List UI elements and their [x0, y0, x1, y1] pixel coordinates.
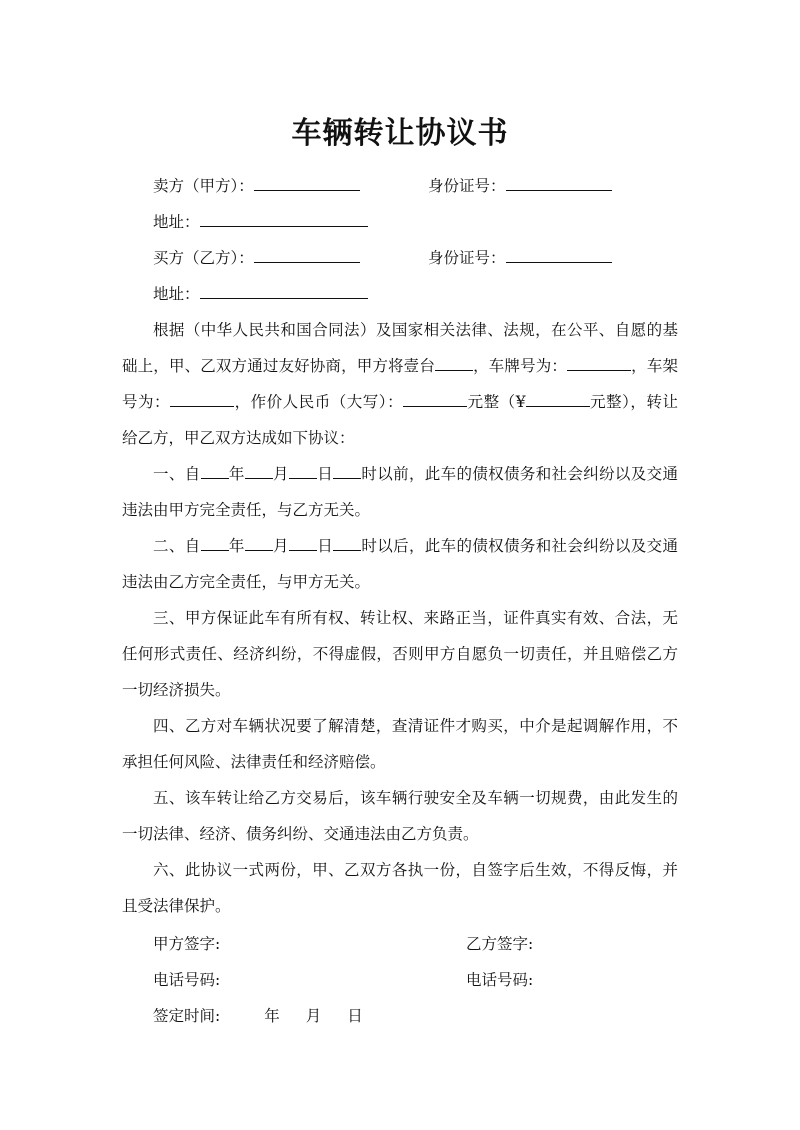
buyer-address-label: 地址： — [153, 285, 200, 303]
clause-2-hour-blank — [333, 535, 361, 551]
buyer-name-blank — [254, 248, 360, 263]
buyer-address-blank — [200, 284, 368, 299]
buyer-name-row — [153, 248, 360, 268]
party-a-phone: 电话号码: — [153, 971, 221, 989]
clause-1-day: 日 — [316, 465, 334, 483]
party-b-signature: 乙方签字: — [466, 935, 534, 953]
intro-text-4: ，作价人民币（大写）： — [234, 393, 404, 411]
vehicle-blank — [435, 355, 473, 371]
seller-name-row — [153, 176, 360, 196]
document-title: 车辆转让协议书 — [291, 116, 509, 151]
clause-3: 三、甲方保证此车有所有权、转让权、来路正当，证件真实有效、合法，无任何形式责任、经济纠纷，不得虚假，否则甲方自愿负一切责任，并且赔偿乙方一切经济损失。 — [122, 609, 678, 699]
clause-2-day: 日 — [316, 537, 334, 555]
clause-2-month-blank — [245, 535, 273, 551]
clause-1-start: 一、自 — [153, 465, 201, 483]
clause-1-year: 年 — [228, 465, 245, 483]
intro-text-2: ，车牌号为： — [472, 357, 568, 375]
buyer-address-row — [153, 284, 368, 304]
buyer-id-row — [428, 248, 612, 268]
clause-2-month: 月 — [272, 537, 289, 555]
buyer-id-label: 身份证号： — [428, 249, 506, 267]
clause-4: 四、乙方对车辆状况要了解清楚，查清证件才购买，中介是起调解作用，不承担任何风险、法律责任和经济赔偿。 — [122, 717, 678, 771]
clause-6: 六、此协议一式两份，甲、乙双方各执一份，自签字后生效，不得反悔，并且受法律保护。 — [122, 861, 678, 915]
party-b-phone: 电话号码: — [466, 971, 534, 989]
clause-2-day-blank — [289, 535, 317, 551]
intro-text-1: 根据（中华人民共和国合同法）及国家相关法律、法规，在公平、自愿的基础上，甲、乙双方通过友好协商，甲方将壹台 — [122, 321, 678, 375]
seller-address-blank — [200, 212, 368, 227]
clause-1-day-blank — [289, 463, 317, 479]
clause-1-year-blank — [201, 463, 229, 479]
clause-2-year-blank — [201, 535, 229, 551]
clause-1 — [122, 456, 678, 528]
intro-text-3: ，车架号为： — [122, 357, 678, 411]
price-words-blank — [403, 391, 467, 407]
seller-address-row — [153, 212, 368, 232]
seller-id-row — [428, 176, 612, 196]
signing-month: 月 — [305, 1007, 322, 1025]
clause-5: 五、该车转让给乙方交易后，该车辆行驶安全及车辆一切规费，由此发生的一切法律、经济、债务纠纷、交通违法由乙方负责。 — [122, 789, 678, 843]
seller-address-label: 地址： — [153, 213, 200, 231]
clause-1-hour-blank — [333, 463, 361, 479]
price-number-blank — [526, 391, 590, 407]
plate-number-blank — [567, 355, 631, 371]
seller-id-label: 身份证号： — [428, 177, 506, 195]
clause-2 — [122, 528, 678, 600]
clause-1-month: 月 — [272, 465, 289, 483]
buyer-id-blank — [506, 248, 612, 263]
intro-text-6: 元整），转让给乙方，甲乙双方达成如下协议： — [122, 393, 678, 447]
seller-label: 卖方（甲方）： — [153, 177, 254, 195]
signing-day: 日 — [347, 1007, 363, 1025]
signing-date-row — [153, 1006, 363, 1026]
clause-2-year: 年 — [228, 537, 245, 555]
buyer-label: 买方（乙方）： — [153, 249, 254, 267]
clause-1-month-blank — [245, 463, 273, 479]
seller-id-blank — [506, 176, 612, 191]
signing-date-label: 签定时间: — [153, 1007, 221, 1025]
intro-paragraph — [122, 312, 678, 456]
intro-text-5: 元整（¥ — [467, 393, 526, 411]
clause-1-text: 时以前，此车的债权债务和社会纠纷以及交通违法由甲方完全责任，与乙方无关。 — [122, 465, 678, 519]
frame-number-blank — [170, 391, 234, 407]
seller-name-blank — [254, 176, 360, 191]
party-a-signature: 甲方签字: — [153, 935, 221, 953]
signing-year: 年 — [264, 1007, 280, 1025]
clause-2-text: 时以后，此车的债权债务和社会纠纷以及交通违法由乙方完全责任，与甲方无关。 — [122, 537, 678, 591]
clause-2-start: 二、自 — [153, 537, 201, 555]
